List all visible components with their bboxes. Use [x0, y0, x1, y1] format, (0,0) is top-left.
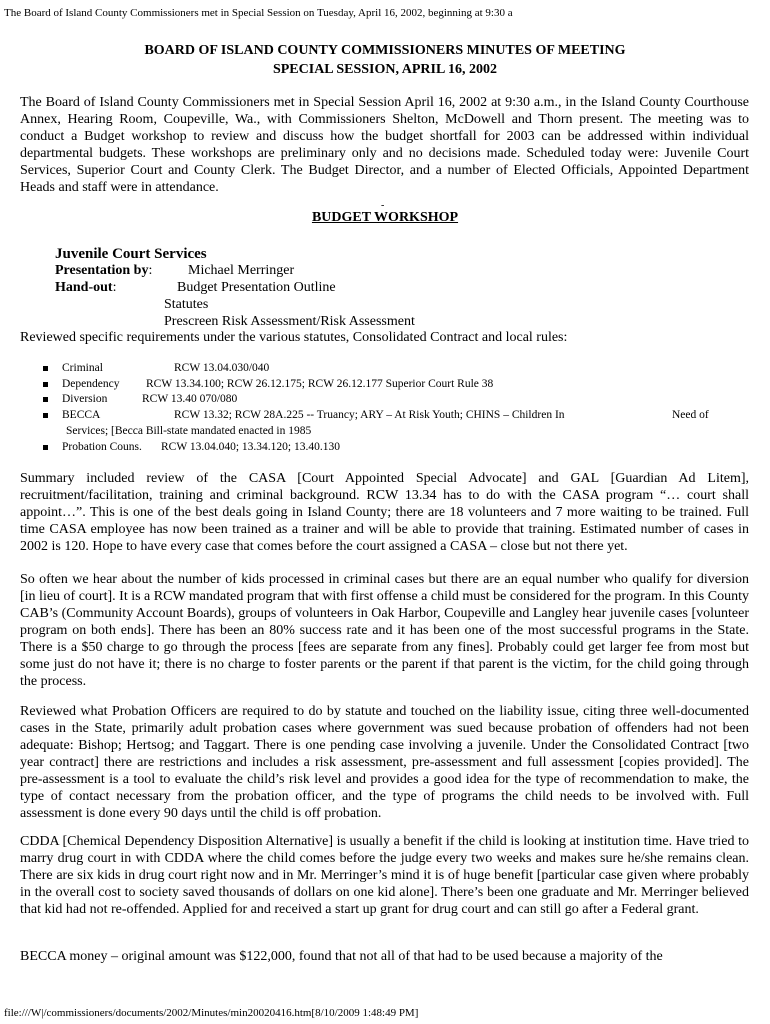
list-item	[40, 392, 740, 408]
handout-label: Hand-out	[55, 280, 113, 295]
reviewed-line: Reviewed specific requirements under the various statutes, Consolidated Contract and local rules:	[20, 330, 568, 345]
budget-workshop-heading: BUDGET WORKSHOP	[311, 210, 459, 225]
statute-rcw: RCW 13.40 070/080	[142, 393, 238, 406]
statute-name: Probation Couns.	[62, 440, 142, 453]
statute-rcw-tail: Need of	[672, 409, 709, 422]
list-item-continuation	[40, 424, 740, 440]
presentation-colon: :	[148, 263, 153, 278]
handout-item: Statutes	[164, 297, 209, 312]
handout-row	[55, 279, 116, 296]
statute-name: Dependency	[62, 377, 120, 390]
page-footer: file:///W|/commissioners/documents/2002/Minutes/min20020416.htm[8/10/2009 1:48:49 PM]	[4, 1007, 419, 1019]
statute-rcw: RCW 13.34.100; RCW 26.12.175; RCW 26.12.177 Superior Court Rule 38	[146, 377, 494, 390]
statute-rcw: RCW 13.04.040; 13.34.120; 13.40.130	[161, 440, 341, 453]
cdda-paragraph: CDDA [Chemical Dependency Disposition Alternative] is usually a benefit if the child is looking at institution time. Have tried to marry drug court in with CDDA where the child comes before the judge every two weeks and makes sure he/she remains clean. There are six kids in drug court right now and in Mr. Merringer’s mind it is of huge benefit [particular case given where probably in the overall cost to society saved thousands of dollars on one kid alone]. There’s been one graduate and Mr. Merringer believed that kid had not re-offended. Applied for and received a start up grant for drug court and can still go after a Federal grant.	[20, 834, 749, 917]
intro-paragraph: The Board of Island County Commissioners met in Special Session April 16, 2002 at 9:30 a.m., in the Island County Courthouse Annex, Hearing Room, Coupeville, Wa., with Commissioners Shelton, McDowell and Thorn present. The meeting was to conduct a Budget workshop to review and discuss how the budget shortfall for 2003 can be addressed within individual departmental budgets. These workshops are preliminary only and no decisions made. Scheduled today were: Juvenile Court Services, Superior Court and County Clerk. The Budget Director, and a number of Elected Officials, Appointed Department Heads and staff were in attendance.	[20, 95, 749, 195]
statute-list	[40, 361, 740, 455]
handout-colon: :	[112, 280, 117, 295]
handout-item: Budget Presentation Outline	[177, 280, 336, 295]
probation-paragraph: Reviewed what Probation Officers are required to do by statute and touched on the liability issue, citing three well-documented cases in the State, primarily adult probation cases where government was sued because probation of offenders had not been adequate: Bishop; Hertsog; and Taggart. There is one pending case involving a juvenile. Under the Consolidated Contract [two year contract] there are restrictions and includes a risk assessment, pre-assessment and full assessment [copies provided]. The pre-assessment is a tool to evaluate the child’s risk level and provides a good idea for the type of recommendation to make, the type of contact necessary from the probation officer, and the type of programs the child needs to be involved with. Full assessment is done every 90 days until the child is off probation.	[20, 704, 749, 821]
statute-continuation: Services; [Becca Bill-state mandated enacted in 1985	[66, 424, 312, 437]
statute-name: Criminal	[62, 362, 103, 374]
page-header: The Board of Island County Commissioners met in Special Session on Tuesday, April 16, 2002, beginning at 9:30 a	[4, 7, 513, 19]
section-title: Juvenile Court Services	[55, 246, 207, 262]
title-line-2: SPECIAL SESSION, APRIL 16, 2002	[272, 62, 498, 77]
presentation-row	[55, 262, 152, 279]
becca-paragraph: BECCA money – original amount was $122,000, found that not all of that had to be used because a majority of the	[20, 949, 663, 964]
statute-name: BECCA	[62, 409, 101, 422]
list-item	[40, 408, 740, 424]
list-item	[40, 377, 740, 393]
statute-name: Diversion	[62, 393, 108, 406]
list-item	[40, 361, 740, 377]
handout-item: Prescreen Risk Assessment/Risk Assessment	[164, 314, 415, 329]
presenter-name: Michael Merringer	[188, 263, 295, 278]
minutes-title	[0, 41, 770, 79]
statute-rcw: RCW 13.04.030/040	[174, 362, 270, 374]
diversion-paragraph: So often we hear about the number of kids processed in criminal cases but there are an equal number who qualify for diversion [in lieu of court]. It is a RCW mandated program that with first offense a child must be considered for the program. In this County CAB’s (Community Account Boards), groups of volunteers in Oak Harbor, Coupeville and Langley hear juvenile cases [volunteer program on both ends]. There has been an 80% success rate and it has been one of the most successful programs in the State. There is a $50 charge to go through the process [fees are separate from any fines]. Probably could get larger fee from most but some just do not have it; there is no charge to foster parents or the parent if that parent is the victim, for the child going through the process.	[20, 572, 749, 689]
statute-rcw: RCW 13.32; RCW 28A.225 -- Truancy; ARY – At Risk Youth; CHINS – Children In	[174, 409, 565, 422]
presentation-label: Presentation by	[55, 263, 149, 278]
list-item	[40, 440, 740, 456]
casa-paragraph: Summary included review of the CASA [Court Appointed Special Advocate] and GAL [Guardian Ad Litem], recruitment/facilitation, training and criminal background. RCW 13.34 has to do with the CASA program “… court shall appoint…”. This is one of the best deals going in Island County; there are 18 volunteers and 7 more waiting to be trained. Full time CASA employee has now been trained as a trainer and will be able to provide that training. Estimated number of cases in 2002 is 120. Hope to have every case that comes before the court assigned a CASA – close but not there yet.	[20, 471, 749, 554]
stray-mark: -	[381, 200, 385, 211]
title-line-1: BOARD OF ISLAND COUNTY COMMISSIONERS MINUTES OF MEETING	[144, 43, 626, 58]
